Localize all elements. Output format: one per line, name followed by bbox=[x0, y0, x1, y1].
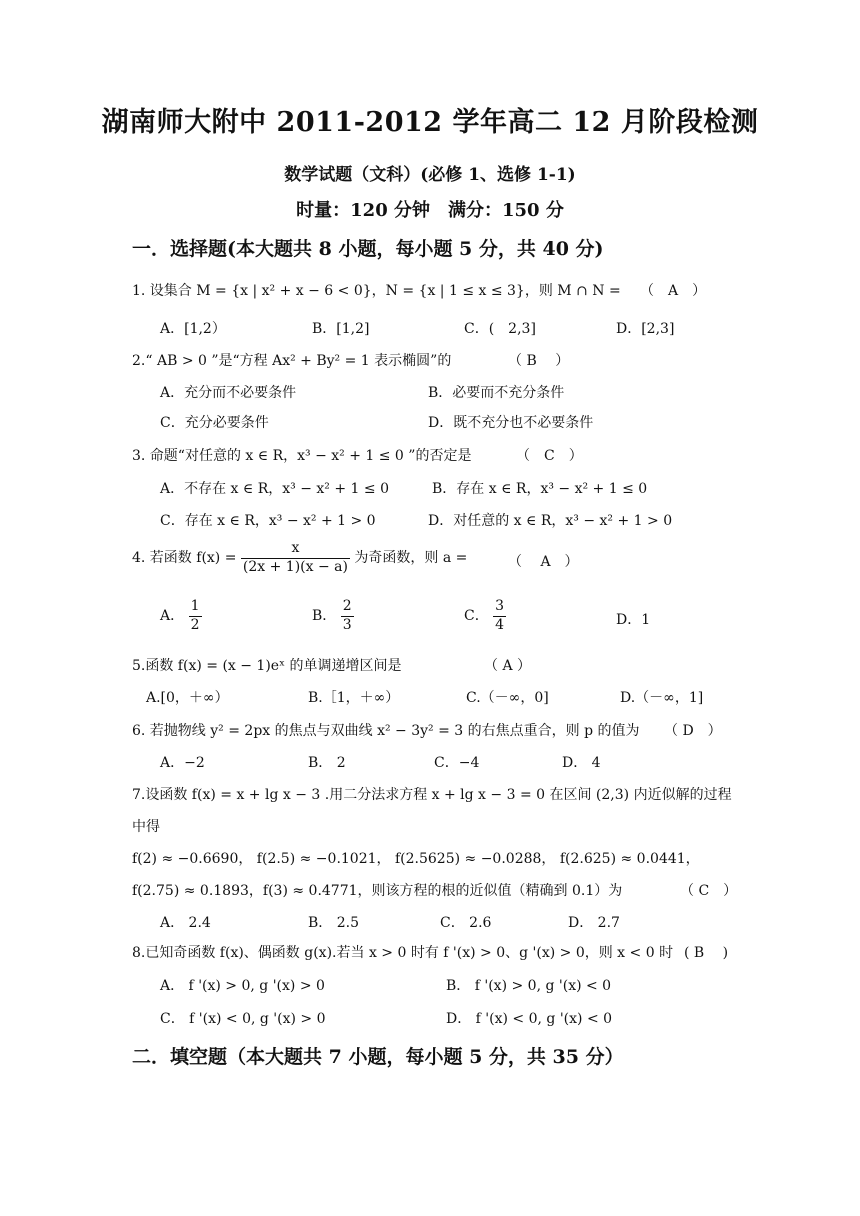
fraction-numerator: x bbox=[241, 540, 350, 559]
question-1-option-d: D．[2,3] bbox=[616, 321, 675, 337]
question-4-option-c bbox=[464, 598, 506, 634]
question-2-option-a: A．充分而不必要条件 bbox=[160, 385, 297, 401]
question-7-option-a: A． 2.4 bbox=[160, 915, 211, 931]
question-3-option-d: D．对任意的 x ∈ R，x³ − x² + 1 > 0 bbox=[428, 513, 673, 529]
question-1-option-a: A．[1,2） bbox=[160, 321, 226, 337]
question-7-answer: （ C ） bbox=[680, 883, 738, 899]
question-3-option-c: C．存在 x ∈ R，x³ − x² + 1 > 0 bbox=[160, 513, 376, 529]
question-7-line-1: 7.设函数 f(x) = x + lg x − 3 .用二分法求方程 x + lg x − 3 = 0 在区间 (2,3) 内近似解的过程 bbox=[132, 787, 732, 803]
question-6-option-a: A．−2 bbox=[160, 755, 205, 771]
question-7-line-2: 中得 bbox=[132, 819, 160, 835]
option-fraction bbox=[189, 598, 202, 634]
question-3-option-b: B．存在 x ∈ R，x³ − x² + 1 ≤ 0 bbox=[432, 481, 648, 497]
question-3-answer: （ C ） bbox=[516, 448, 583, 464]
question-5-stem: 5.函数 f(x) = (x − 1)eˣ 的单调递增区间是 bbox=[132, 658, 402, 674]
question-6-answer: （ D ） bbox=[664, 723, 722, 739]
question-4-option-d bbox=[616, 609, 650, 629]
question-8-stem: 8.已知奇函数 f(x)、偶函数 g(x).若当 x > 0 时有 f '(x) > 0、g '(x) > 0，则 x < 0 时 bbox=[132, 945, 674, 961]
question-7-option-d: D． 2.7 bbox=[568, 915, 620, 931]
question-5-option-c: C.（－∞，0] bbox=[466, 690, 549, 706]
question-3-stem: 3. 命题“对任意的 x ∈ R，x³ − x² + 1 ≤ 0 ”的否定是 bbox=[132, 448, 472, 464]
question-8-option-d: D． f '(x) < 0, g '(x) < 0 bbox=[446, 1011, 613, 1027]
question-2-stem: 2.“ AB > 0 ”是“方程 Ax² + By² = 1 表示椭圆”的 bbox=[132, 353, 452, 369]
question-4-suffix: 为奇函数，则 a = bbox=[354, 550, 468, 566]
question-5-option-d: D.（－∞，1] bbox=[620, 690, 704, 706]
question-7-option-c: C． 2.6 bbox=[440, 915, 492, 931]
question-8-answer: ( B ) bbox=[684, 945, 729, 961]
question-2-option-c: C．充分必要条件 bbox=[160, 415, 269, 431]
option-label: C． bbox=[464, 608, 489, 624]
question-7-line-3: f(2) ≈ −0.6690， f(2.5) ≈ −0.1021， f(2.5625) ≈ −0.0288， f(2.625) ≈ 0.0441， bbox=[132, 851, 700, 867]
question-8-option-c: C． f '(x) < 0, g '(x) > 0 bbox=[160, 1011, 326, 1027]
page-title: 湖南师大附中 2011-2012 学年高二 12 月阶段检测 bbox=[101, 107, 759, 138]
question-1-stem: 1. 设集合 M = {x | x² + x − 6 < 0}，N = {x | 1 ≤ x ≤ 3}，则 M ∩ N = bbox=[132, 283, 621, 299]
question-5-option-b: B.［1，＋∞） bbox=[308, 690, 400, 706]
fraction-denominator: 3 bbox=[342, 616, 352, 633]
exam-subtitle: 数学试题（文科）(必修 1、选修 1-1) bbox=[284, 165, 576, 185]
question-4-stem bbox=[132, 540, 467, 576]
question-5-answer: （ A ） bbox=[484, 658, 532, 674]
question-8-option-b: B． f '(x) > 0, g '(x) < 0 bbox=[446, 978, 612, 994]
section-heading-fill-in: 二．填空题（本大题共 7 小题，每小题 5 分，共 35 分） bbox=[132, 1046, 624, 1068]
fraction-denominator: 4 bbox=[495, 616, 505, 633]
question-8-option-a: A． f '(x) > 0, g '(x) > 0 bbox=[160, 978, 325, 994]
fraction-numerator: 2 bbox=[341, 598, 354, 617]
fraction-denominator: (2x + 1)(x − a) bbox=[242, 558, 348, 575]
fraction-numerator: 1 bbox=[189, 598, 202, 617]
fraction-numerator: 3 bbox=[493, 598, 506, 617]
option-label: B． bbox=[312, 608, 337, 624]
question-4-answer: （ A ） bbox=[508, 554, 579, 570]
question-4-fraction bbox=[241, 540, 350, 576]
question-4-prefix: 4. 若函数 f(x) = bbox=[132, 550, 237, 566]
question-4-option-a bbox=[160, 598, 202, 634]
question-2-answer: （ B ） bbox=[508, 353, 570, 369]
option-value: 1 bbox=[641, 612, 651, 628]
question-6-option-b: B． 2 bbox=[308, 755, 346, 771]
question-2-option-d: D．既不充分也不必要条件 bbox=[428, 415, 594, 431]
question-1-answer: （ A ） bbox=[640, 283, 707, 299]
time-and-score: 时量：120 分钟 满分：150 分 bbox=[296, 200, 564, 221]
question-7-line-4: f(2.75) ≈ 0.1893，f(3) ≈ 0.4771，则该方程的根的近似值（精确到 0.1）为 bbox=[132, 883, 623, 899]
question-6-option-c: C．−4 bbox=[434, 755, 480, 771]
question-5-option-a: A.[0，＋∞） bbox=[146, 690, 229, 706]
question-2-option-b: B．必要而不充分条件 bbox=[428, 385, 565, 401]
question-4-option-b bbox=[312, 598, 354, 634]
fraction-denominator: 2 bbox=[190, 616, 200, 633]
question-1-option-b: B．[1,2] bbox=[312, 321, 370, 337]
question-6-stem: 6. 若抛物线 y² = 2px 的焦点与双曲线 x² − 3y² = 3 的右焦点重合，则 p 的值为 bbox=[132, 723, 640, 739]
option-fraction bbox=[341, 598, 354, 634]
question-6-option-d: D． 4 bbox=[562, 755, 601, 771]
question-7-option-b: B． 2.5 bbox=[308, 915, 360, 931]
section-heading-choice: 一．选择题(本大题共 8 小题，每小题 5 分，共 40 分) bbox=[132, 238, 604, 260]
option-label: D． bbox=[616, 612, 642, 628]
question-3-option-a: A．不存在 x ∈ R，x³ − x² + 1 ≤ 0 bbox=[160, 481, 389, 497]
option-fraction bbox=[493, 598, 506, 634]
question-1-option-c: C．( 2,3] bbox=[464, 321, 536, 337]
option-label: A． bbox=[160, 608, 185, 624]
